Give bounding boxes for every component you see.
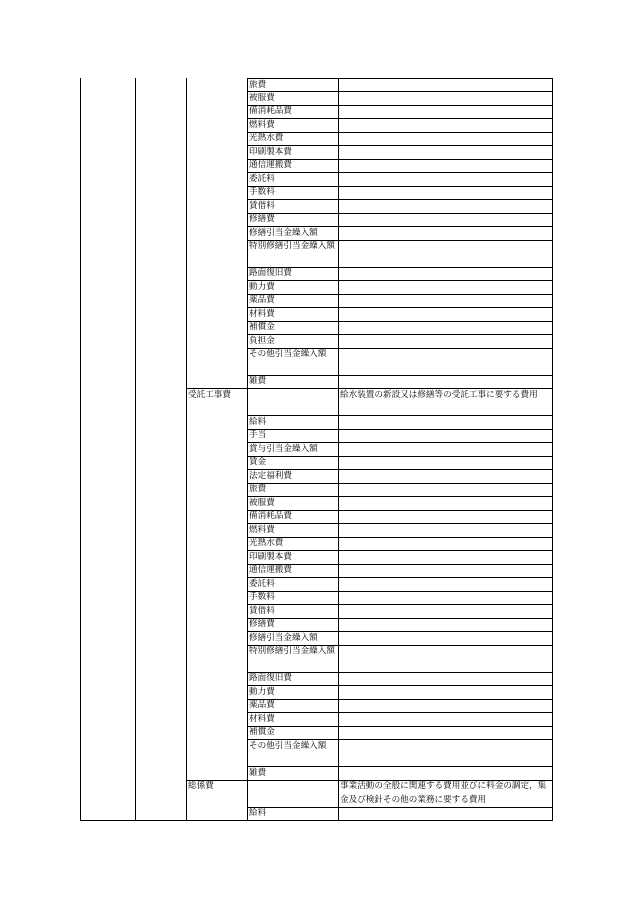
item-cell: 路面復旧費 <box>249 673 292 684</box>
table-rule-col3 <box>247 780 248 808</box>
table-rule-col3 <box>247 442 248 456</box>
item-cell: 備消耗品費 <box>249 511 292 522</box>
table-rule-col4 <box>338 712 339 726</box>
table-rule-col3 <box>247 429 248 443</box>
table-rule-col3 <box>247 172 248 186</box>
table-rule-col4 <box>338 577 339 591</box>
item-cell: 特別修繕引当金繰入額 <box>249 241 335 252</box>
table-rule-col4 <box>338 645 339 673</box>
item-cell: 燃料費 <box>249 524 275 535</box>
item-cell: 通信運搬費 <box>249 160 292 171</box>
table-rule-right <box>552 78 553 821</box>
table-rule-col3 <box>247 510 248 524</box>
item-cell: 燃料費 <box>249 119 275 130</box>
table-rule-left <box>80 78 81 821</box>
item-cell: 給料 <box>249 416 267 427</box>
table-rule-col3 <box>247 294 248 308</box>
table-rule-col1 <box>135 78 136 821</box>
table-rule-col3 <box>247 739 248 767</box>
table-rule-col4 <box>338 145 339 159</box>
item-cell: 法定福利費 <box>249 470 292 481</box>
table-rule-col3 <box>247 483 248 497</box>
item-cell: 材料費 <box>249 713 275 724</box>
item-cell: 補償金 <box>249 727 275 738</box>
table-rule-col4 <box>338 226 339 240</box>
table-rule-col3 <box>247 118 248 132</box>
table-rule-col4 <box>338 537 339 551</box>
table-rule-col3 <box>247 807 248 821</box>
table-rule-col3 <box>247 307 248 321</box>
table-rule-col3 <box>247 375 248 389</box>
description-cell: 事業活動の全般に関連する費用並びに料金の調定，集金及び検針その他の業務に要する費用 <box>340 781 547 805</box>
item-cell: 通信運搬費 <box>249 565 292 576</box>
item-cell: 負担金 <box>249 335 275 346</box>
table-rule-col3 <box>247 132 248 146</box>
table-rule-col4 <box>338 604 339 618</box>
table-rule-col4 <box>338 415 339 429</box>
table-rule-col3 <box>247 523 248 537</box>
table-rule-col4 <box>338 294 339 308</box>
table-rule-col3 <box>247 213 248 227</box>
item-cell: 賃借料 <box>249 605 275 616</box>
table-rule-col3 <box>247 631 248 645</box>
item-cell: 動力費 <box>249 281 275 292</box>
table-rule-col3 <box>247 550 248 564</box>
table-rule-col3 <box>247 321 248 335</box>
table-rule-col4 <box>338 91 339 105</box>
table-rule-col3 <box>247 537 248 551</box>
item-cell: その他引当金繰入額 <box>249 740 327 751</box>
table-rule-col3 <box>247 105 248 119</box>
table-rule-col4 <box>338 780 339 808</box>
table-rule-col4 <box>338 456 339 470</box>
table-rule-col4 <box>338 105 339 119</box>
table-rule-col4 <box>338 564 339 578</box>
table-rule-col4 <box>338 280 339 294</box>
table-rule-col4 <box>338 496 339 510</box>
table-rule-col3 <box>247 618 248 632</box>
table-rule-col3 <box>247 415 248 429</box>
table-rule-col4 <box>338 523 339 537</box>
table-rule-col3 <box>247 226 248 240</box>
item-cell: 給料 <box>249 808 267 818</box>
table-rule-col3 <box>247 577 248 591</box>
table-rule-col3 <box>247 240 248 268</box>
item-cell: 修繕費 <box>249 619 275 630</box>
table-rule-col3 <box>247 685 248 699</box>
table-rule-col4 <box>338 739 339 767</box>
item-cell: 薬品費 <box>249 295 275 306</box>
item-cell: 賞与引当金繰入額 <box>249 443 318 454</box>
table-rule-col4 <box>338 334 339 348</box>
table-rule-col3 <box>247 672 248 686</box>
table-rule-col4 <box>338 348 339 376</box>
item-cell: 旅費 <box>249 484 267 495</box>
table-rule-col4 <box>338 321 339 335</box>
table-rule-col3 <box>247 469 248 483</box>
item-cell: 動力費 <box>249 686 275 697</box>
table-rule-col3 <box>247 699 248 713</box>
table-rule-col4 <box>338 807 339 821</box>
table-rule-col4 <box>338 469 339 483</box>
item-cell: 薬品費 <box>249 700 275 711</box>
item-cell: 委託料 <box>249 578 275 589</box>
table-rule-col3 <box>247 334 248 348</box>
table-rule-col4 <box>338 388 339 416</box>
table-rule-col4 <box>338 118 339 132</box>
table-rule-col3 <box>247 564 248 578</box>
table-rule-col3 <box>247 159 248 173</box>
table-rule-bottom <box>80 820 553 821</box>
item-cell: 印刷製本費 <box>249 146 292 157</box>
table-rule-col4 <box>338 213 339 227</box>
item-cell: 被服費 <box>249 92 275 103</box>
table-rule-col4 <box>338 199 339 213</box>
table-rule-col4 <box>338 267 339 281</box>
table-rule-col3 <box>247 645 248 673</box>
table-rule-col4 <box>338 685 339 699</box>
table-rule-col3 <box>247 267 248 281</box>
item-cell: 修繕引当金繰入額 <box>249 632 318 643</box>
item-cell: 路面復旧費 <box>249 268 292 279</box>
item-cell: 雑費 <box>249 767 267 778</box>
table-rule-col3 <box>247 712 248 726</box>
item-cell: 修繕引当金繰入額 <box>249 227 318 238</box>
table-rule-col3 <box>247 591 248 605</box>
item-cell: 委託料 <box>249 173 275 184</box>
item-cell: 雑費 <box>249 376 267 387</box>
table-rule-col4 <box>338 766 339 780</box>
description-cell: 給水装置の新設又は修繕等の受託工事に要する費用 <box>340 389 538 400</box>
table-rule-col3 <box>247 78 248 92</box>
table-rule-col3 <box>247 280 248 294</box>
table-rule-col4 <box>338 172 339 186</box>
table-rule-col4 <box>338 483 339 497</box>
table-rule-col3 <box>247 496 248 510</box>
table-rule-col3 <box>247 91 248 105</box>
item-cell: 手数料 <box>249 592 275 603</box>
item-cell: 光熱水費 <box>249 133 284 144</box>
table-rule-col3 <box>247 726 248 740</box>
table-rule-col3 <box>247 766 248 780</box>
item-cell: その他引当金繰入額 <box>249 349 327 360</box>
table-rule-col3 <box>247 348 248 376</box>
table-rule-col4 <box>338 442 339 456</box>
item-cell: 光熱水費 <box>249 538 284 549</box>
table-rule-col3 <box>247 388 248 416</box>
table-rule-col4 <box>338 591 339 605</box>
item-cell: 印刷製本費 <box>249 551 292 562</box>
table-rule-col4 <box>338 726 339 740</box>
table-rule-col4 <box>338 429 339 443</box>
item-cell: 旅費 <box>249 79 267 90</box>
table-rule-col3 <box>247 199 248 213</box>
item-cell: 賃金 <box>249 457 267 468</box>
table-rule-col4 <box>338 186 339 200</box>
table-rule-col4 <box>338 631 339 645</box>
table-rule-col4 <box>338 510 339 524</box>
item-cell: 補償金 <box>249 322 275 333</box>
table-rule-col4 <box>338 307 339 321</box>
item-cell: 材料費 <box>249 308 275 319</box>
table-rule-col3 <box>247 604 248 618</box>
item-cell: 賃借料 <box>249 200 275 211</box>
table-rule-col4 <box>338 375 339 389</box>
table-rule-col4 <box>338 78 339 92</box>
category-cell: 受託工事費 <box>188 389 231 400</box>
item-cell: 特別修繕引当金繰入額 <box>249 646 335 657</box>
item-cell: 手数料 <box>249 187 275 198</box>
table-rule-col3 <box>247 456 248 470</box>
table-rule-col4 <box>338 550 339 564</box>
table-rule-col4 <box>338 240 339 268</box>
table-rule-col4 <box>338 132 339 146</box>
table-rule-col3 <box>247 186 248 200</box>
table-rule-col4 <box>338 672 339 686</box>
item-cell: 備消耗品費 <box>249 106 292 117</box>
item-cell: 修繕費 <box>249 214 275 225</box>
table-rule-col3 <box>247 145 248 159</box>
table-rule-col4 <box>338 159 339 173</box>
item-cell: 手当 <box>249 430 267 441</box>
item-cell: 被服費 <box>249 497 275 508</box>
table-rule-col4 <box>338 618 339 632</box>
table-rule-col2 <box>186 78 187 821</box>
table-rule-col4 <box>338 699 339 713</box>
expense-classification-table <box>80 78 552 820</box>
category-cell: 総係費 <box>188 781 214 792</box>
